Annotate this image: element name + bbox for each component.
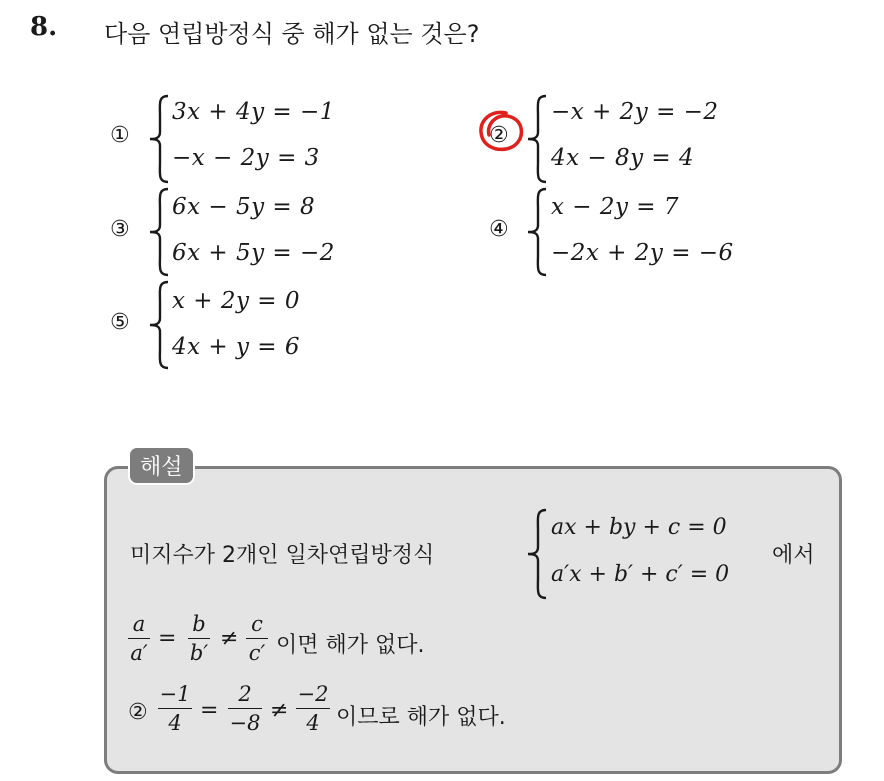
not-equal-sign: ≠	[220, 626, 239, 651]
choice-3-eq1: 6x − 5y = 8	[172, 194, 316, 220]
choice-2-label: ②	[489, 123, 509, 148]
fraction-denominator: −8	[229, 711, 261, 735]
not-equal-sign: ≠	[270, 698, 289, 723]
fraction-denominator: b′	[189, 641, 209, 665]
cond-fraction-c	[246, 612, 268, 665]
answer-fraction-2	[228, 682, 262, 735]
choice-1-label: ①	[110, 123, 130, 148]
cond-fraction-a	[128, 612, 150, 665]
equals-sign: =	[158, 626, 177, 651]
fraction-numerator: a	[132, 612, 146, 636]
fraction-denominator: 4	[168, 711, 182, 735]
solution-line1-text: 미지수가 2개인 일차연립방정식	[130, 543, 435, 568]
cond-fraction-b	[188, 612, 210, 665]
fraction-denominator: a′	[130, 641, 148, 665]
choice-5-label: ⑤	[110, 310, 130, 335]
choice-1-eq1: 3x + 4y = −1	[172, 99, 335, 125]
fraction-numerator: c	[251, 612, 263, 636]
cond-suffix: 이면 해가 없다.	[276, 633, 425, 658]
choice-4-label: ④	[489, 217, 509, 242]
fraction-numerator: b	[192, 612, 206, 636]
brace-icon	[526, 508, 548, 600]
choice-2-eq1: −x + 2y = −2	[551, 99, 719, 125]
question-number: 8.	[30, 12, 58, 42]
question-text: 다음 연립방정식 중 해가 없는 것은?	[104, 20, 480, 48]
fraction-numerator: −1	[159, 682, 191, 706]
choice-5-eq2: 4x + y = 6	[172, 334, 301, 360]
choice-3-eq2: 6x + 5y = −2	[172, 240, 335, 266]
fraction-denominator: c′	[248, 641, 266, 665]
choice-1-eq2: −x − 2y = 3	[172, 145, 320, 171]
general-eq2: a′x + b′ + c′ = 0	[551, 562, 730, 587]
fraction-numerator: 2	[238, 682, 252, 706]
choice-4-eq2: −2x + 2y = −6	[551, 240, 734, 266]
answer-fraction-3	[296, 682, 330, 735]
brace-icon	[148, 187, 170, 277]
equals-sign: =	[200, 698, 219, 723]
brace-icon	[526, 94, 548, 184]
choice-4-eq1: x − 2y = 7	[551, 194, 680, 220]
choice-5-eq1: x + 2y = 0	[172, 288, 301, 314]
brace-icon	[148, 280, 170, 370]
solution-tag: 해설	[128, 446, 195, 485]
answer-fraction-1	[158, 682, 192, 735]
choice-3-label: ③	[110, 217, 130, 242]
brace-icon	[148, 94, 170, 184]
brace-icon	[526, 187, 548, 277]
general-eq1: ax + by + c = 0	[551, 515, 727, 540]
answer-label: ②	[128, 700, 148, 725]
choice-2-eq2: 4x − 8y = 4	[551, 145, 695, 171]
solution-line1-suffix: 에서	[772, 543, 815, 568]
answer-suffix: 이므로 해가 없다.	[336, 705, 506, 730]
fraction-denominator: 4	[306, 711, 320, 735]
fraction-numerator: −2	[297, 682, 329, 706]
